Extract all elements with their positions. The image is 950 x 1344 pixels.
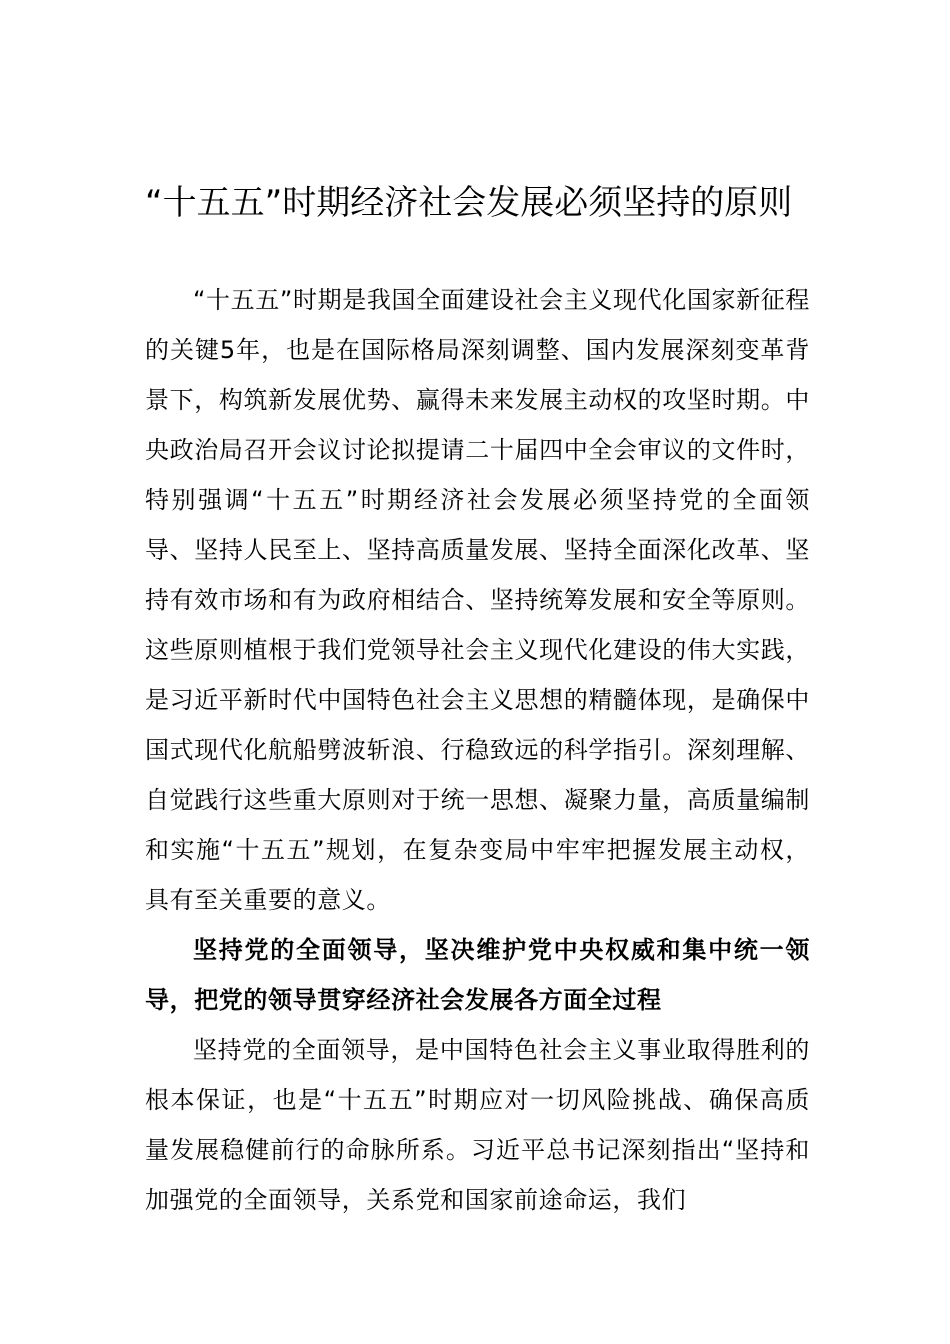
- document-body: [145, 275, 810, 1225]
- intro-paragraph: “十五五”时期是我国全面建设社会主义现代化国家新征程的关键5年，也是在国际格局深刻调整、国内发展深刻变革背景下，构筑新发展优势、赢得未来发展主动权的攻坚时期。中央政治局召开会议讨论拟提请二十届四中全会审议的文件时，特别强调“十五五”时期经济社会发展必须坚持党的全面领导、坚持人民至上、坚持高质量发展、坚持全面深化改革、坚持有效市场和有为政府相结合、坚持统筹发展和安全等原则。这些原则植根于我们党领导社会主义现代化建设的伟大实践，是习近平新时代中国特色社会主义思想的精髓体现，是确保中国式现代化航船劈波斩浪、行稳致远的科学指引。深刻理解、自觉践行这些重大原则对于统一思想、凝聚力量，高质量编制和实施“十五五”规划，在复杂变局中牢牢把握发展主动权，具有至关重要的意义。: [145, 286, 810, 914]
- document-title: “十五五”时期经济社会发展必须坚持的原则: [145, 183, 793, 223]
- section-paragraph: 坚持党的全面领导，是中国特色社会主义事业取得胜利的根本保证，也是“十五五”时期应对一切风险挑战、确保高质量发展稳健前行的命脉所系。习近平总书记深刻指出“坚持和加强党的全面领导，关系党和国家前途命运，我们: [145, 1036, 810, 1214]
- section-heading: 坚持党的全面领导，坚决维护党中央权威和集中统一领导，把党的领导贯穿经济社会发展各方面全过程: [145, 936, 810, 1014]
